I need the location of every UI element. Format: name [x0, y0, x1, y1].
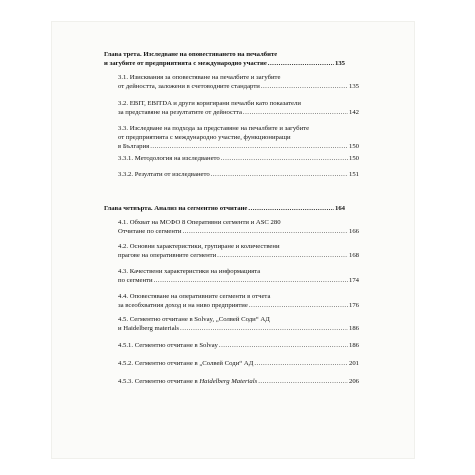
toc-last-line: [118, 108, 359, 117]
toc-entry-4-1[interactable]: [104, 218, 359, 236]
page-number: 186: [348, 342, 359, 349]
toc-text: Отчитане по сегменти: [118, 228, 182, 235]
toc-text-italic: Haidelberg Materials: [199, 378, 258, 385]
page-number: 166: [348, 228, 359, 235]
leader-dots: [150, 142, 348, 151]
page-number: 176: [348, 302, 359, 309]
toc-last-line: [118, 251, 359, 260]
toc-line: 3.3. Изследване на подхода за представяне на печалбите и загубите: [118, 125, 310, 132]
toc-entry-4-2[interactable]: [104, 242, 359, 260]
toc-text: от дейността, заложени в счетоводните стандарти: [118, 83, 260, 90]
toc-line: от предприятията с международно участие, функциониращи: [118, 134, 291, 141]
toc-entry-3-3-2[interactable]: [104, 170, 359, 179]
page-number: 142: [348, 109, 359, 116]
leader-dots: [249, 301, 348, 310]
leader-dots: [219, 341, 348, 350]
leader-dots: [261, 82, 348, 91]
toc-text: и Haidelberg materials: [118, 325, 180, 332]
toc-last-line: [118, 324, 359, 333]
toc-last-line: [118, 154, 359, 163]
toc-line: 4.5. Сегментно отчитане в Solvay, „Солвей Соди“ АД: [118, 316, 270, 323]
toc-entry-4-5-3[interactable]: [104, 377, 359, 386]
toc-text: прагове на оперативните сегменти: [118, 252, 217, 259]
toc-entry-3-3-1[interactable]: [104, 154, 359, 163]
leader-dots: [211, 170, 348, 179]
toc-entry-4-5[interactable]: [104, 315, 359, 333]
leader-dots: [154, 276, 348, 285]
toc-entry-4-3[interactable]: [104, 267, 359, 285]
page-number: 135: [334, 60, 345, 67]
toc-entry-chapter-4[interactable]: [104, 204, 345, 213]
toc-text: и загубите от предприятията с международно участие: [104, 60, 267, 67]
toc-line: 4.1. Обхват на МСФО 8 Оперативни сегменти и ASC 280: [118, 219, 281, 226]
toc-text: по сегменти: [118, 277, 153, 284]
toc-text: 3.3.2. Резултати от изследването: [118, 171, 210, 178]
toc-text: за представяне на резултатите от дейността: [118, 109, 242, 116]
page-number: 168: [348, 252, 359, 259]
leader-dots: [254, 359, 348, 368]
toc-text-plain: 4.5.3. Сегментно отчитане в: [118, 378, 200, 385]
toc-entry-3-2[interactable]: [104, 99, 359, 117]
page-number: 150: [348, 143, 359, 150]
toc-text: Глава четвърта. Анализ на сегментно отчитане: [104, 205, 248, 212]
page-number: 151: [348, 171, 359, 178]
page-number: 164: [334, 205, 345, 212]
toc-last-line: [104, 59, 345, 68]
toc-entry-chapter-3[interactable]: [104, 50, 345, 68]
page-number: 174: [348, 277, 359, 284]
toc-entry-4-5-1[interactable]: [104, 341, 359, 350]
leader-dots: [221, 154, 348, 163]
toc-line: 4.4. Оповестяване на оперативните сегменти в отчета: [118, 293, 271, 300]
toc-last-line: [118, 227, 359, 236]
toc-text: 4.5.1. Сегментно отчитане в Solvay: [118, 342, 218, 349]
toc-last-line: [118, 170, 359, 179]
toc-entry-4-5-2[interactable]: [104, 359, 359, 368]
page-number: 135: [348, 83, 359, 90]
toc-last-line: [118, 377, 359, 386]
page-number: 206: [348, 378, 359, 385]
leader-dots: [243, 108, 348, 117]
toc-line: Глава трета. Изследване на оповестяването на печалбите: [104, 51, 278, 58]
toc-last-line: [118, 301, 359, 310]
toc-line: 3.1. Изисквания за оповестяване на печалбите и загубите: [118, 74, 281, 81]
toc-entry-3-1[interactable]: [104, 73, 359, 91]
toc-text: 3.3.1. Методология на изследването: [118, 155, 220, 162]
toc-last-line: [118, 359, 359, 368]
leader-dots: [182, 227, 348, 236]
toc-last-line: [118, 142, 359, 151]
leader-dots: [258, 377, 348, 386]
leader-dots: [268, 59, 334, 68]
leader-dots: [248, 204, 334, 213]
toc-line: 4.2. Основни характеристики, групиране и количествени: [118, 243, 280, 250]
toc-line: 4.3. Качествени характеристики на информацията: [118, 268, 261, 275]
toc-last-line: [118, 82, 359, 91]
leader-dots: [217, 251, 348, 260]
leader-dots: [180, 324, 348, 333]
page-number: 201: [348, 360, 359, 367]
toc-text: в България: [118, 143, 150, 150]
toc-last-line: [104, 204, 345, 213]
toc-entry-3-3[interactable]: [104, 124, 359, 151]
page-number: 186: [348, 325, 359, 332]
page-number: 150: [348, 155, 359, 162]
toc-entry-4-4[interactable]: [104, 292, 359, 310]
toc-text: за всеобхватния доход и на ниво предприятие: [118, 302, 248, 309]
toc-text: [118, 377, 257, 386]
toc-last-line: [118, 276, 359, 285]
toc-last-line: [118, 341, 359, 350]
toc-line: 3.2. EBIT, EBITDA и други коригирани печалби като показатели: [118, 100, 301, 107]
toc-text: 4.5.2. Сегментно отчитане в „Солвей Соди“ АД: [118, 360, 254, 367]
